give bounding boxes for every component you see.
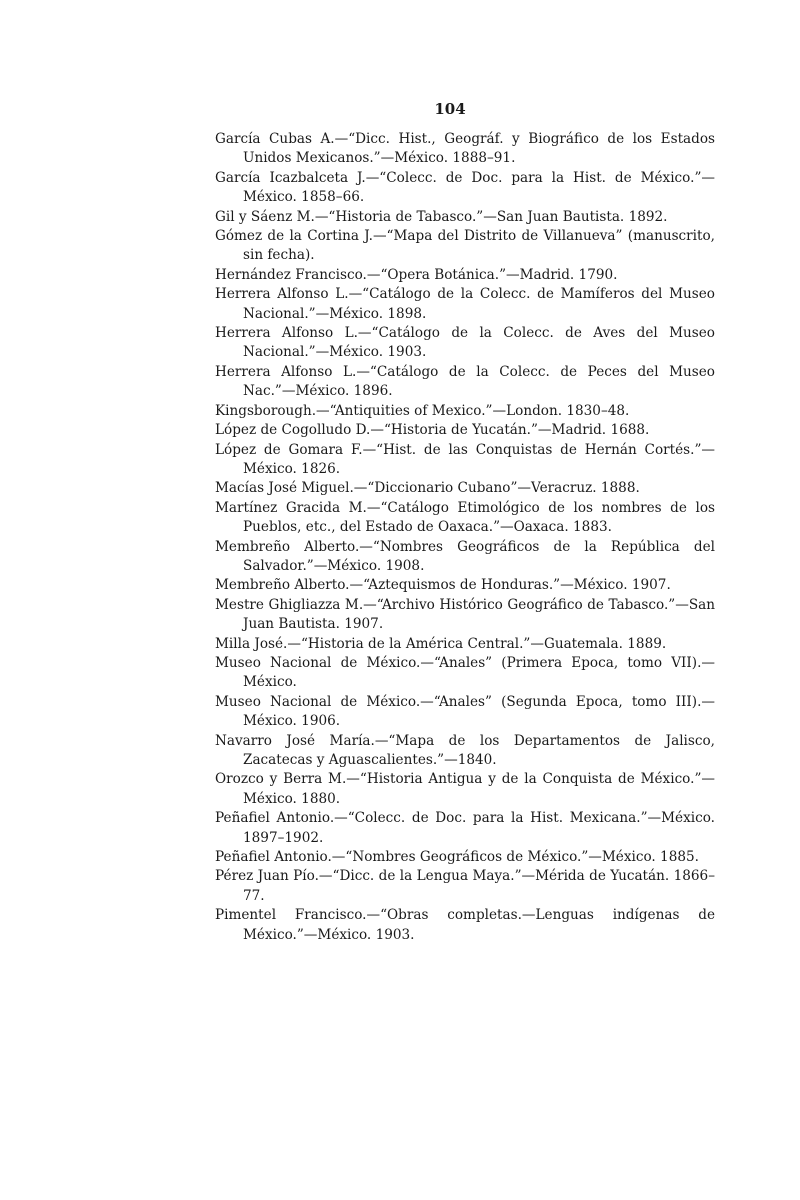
bibliography-entry: Peñafiel Antonio.—“Nombres Geográficos de México.”—México. 1885. [215,849,699,866]
bibliography-entry: Kingsborough.—“Antiquities of Mexico.”—London. 1830–48. [215,402,630,419]
bibliography-entry: Membreño Alberto.—“Nombres Geográficos de la República del Salvador.”—México. 1908. [215,538,715,574]
bibliography-entry: Navarro José María.—“Mapa de los Departamentos de Jalisco, Zacatecas y Aguascalientes.”—1840. [215,732,715,768]
bibliography-entry: Herrera Alfonso L.—“Catálogo de la Colecc. de Peces del Museo Nac.”—México. 1896. [215,363,715,400]
bibliography-entry: Martínez Gracida M.—“Catálogo Etimológico de los nombres de los Pueblos, etc., del Estado de Oaxaca.”—Oaxaca. 1883. [215,499,715,536]
bibliography-entry: Membreño Alberto.—“Aztequismos de Honduras.”—México. 1907. [215,577,671,594]
bibliography-entry: Museo Nacional de México.—“Anales” (Primera Epoca, tomo VII).—México. [215,654,715,691]
bibliography-entry: Gil y Sáenz M.—“Historia de Tabasco.”—San Juan Bautista. 1892. [215,208,668,225]
bibliography-entry: Herrera Alfonso L.—“Catálogo de la Colecc. de Aves del Museo Nacional.”—México. 1903. [215,325,715,361]
bibliography-entry: García Icazbalceta J.—“Colecc. de Doc. para la Hist. de México.”—México. 1858–66. [215,169,715,206]
bibliography-entry: López de Gomara F.—“Hist. de las Conquistas de Hernán Cortés.”—México. 1826. [215,441,715,477]
bibliography-entry: Herrera Alfonso L.—“Catálogo de la Colecc. de Mamíferos del Museo Nacional.”—México. 1898. [215,286,715,322]
bibliography-entry: García Cubas A.—“Dicc. Hist., Geográf. y Biográfico de los Estados Unidos Mexicanos.”—México. 1888–91. [215,131,715,167]
bibliography-entry: Pérez Juan Pío.—“Dicc. de la Lengua Maya.”—Mérida de Yucatán. 1866–77. [215,868,715,904]
bibliography-entry: Orozco y Berra M.—“Historia Antigua y de la Conquista de México.”—México. 1880. [215,771,715,807]
bibliography-entry: Macías José Miguel.—“Diccionario Cubano”—Veracruz. 1888. [215,480,640,497]
bibliography-entry: Pimentel Francisco.—“Obras completas.—Lenguas indígenas de México.”—México. 1903. [215,907,715,943]
bibliography-list [215,130,715,945]
bibliography-entry: Hernández Francisco.—“Opera Botánica.”—Madrid. 1790. [215,266,618,283]
bibliography-entry: López de Cogolludo D.—“Historia de Yucatán.”—Madrid. 1688. [215,422,650,439]
bibliography-entry: Museo Nacional de México.—“Anales” (Segunda Epoca, tomo III).—México. 1906. [215,693,715,730]
bibliography-entry: Mestre Ghigliazza M.—“Archivo Histórico Geográfico de Tabasco.”—San Juan Bautista. 1907. [215,596,715,633]
page-number: 104 [434,100,466,118]
bibliography-entry: Peñafiel Antonio.—“Colecc. de Doc. para la Hist. Mexicana.”—México. 1897–1902. [215,810,715,846]
bibliography-entry: Milla José.—“Historia de la América Central.”—Guatemala. 1889. [215,635,667,652]
bibliography-entry: Gómez de la Cortina J.—“Mapa del Distrito de Villanueva” (manuscrito, sin fecha). [215,228,715,264]
